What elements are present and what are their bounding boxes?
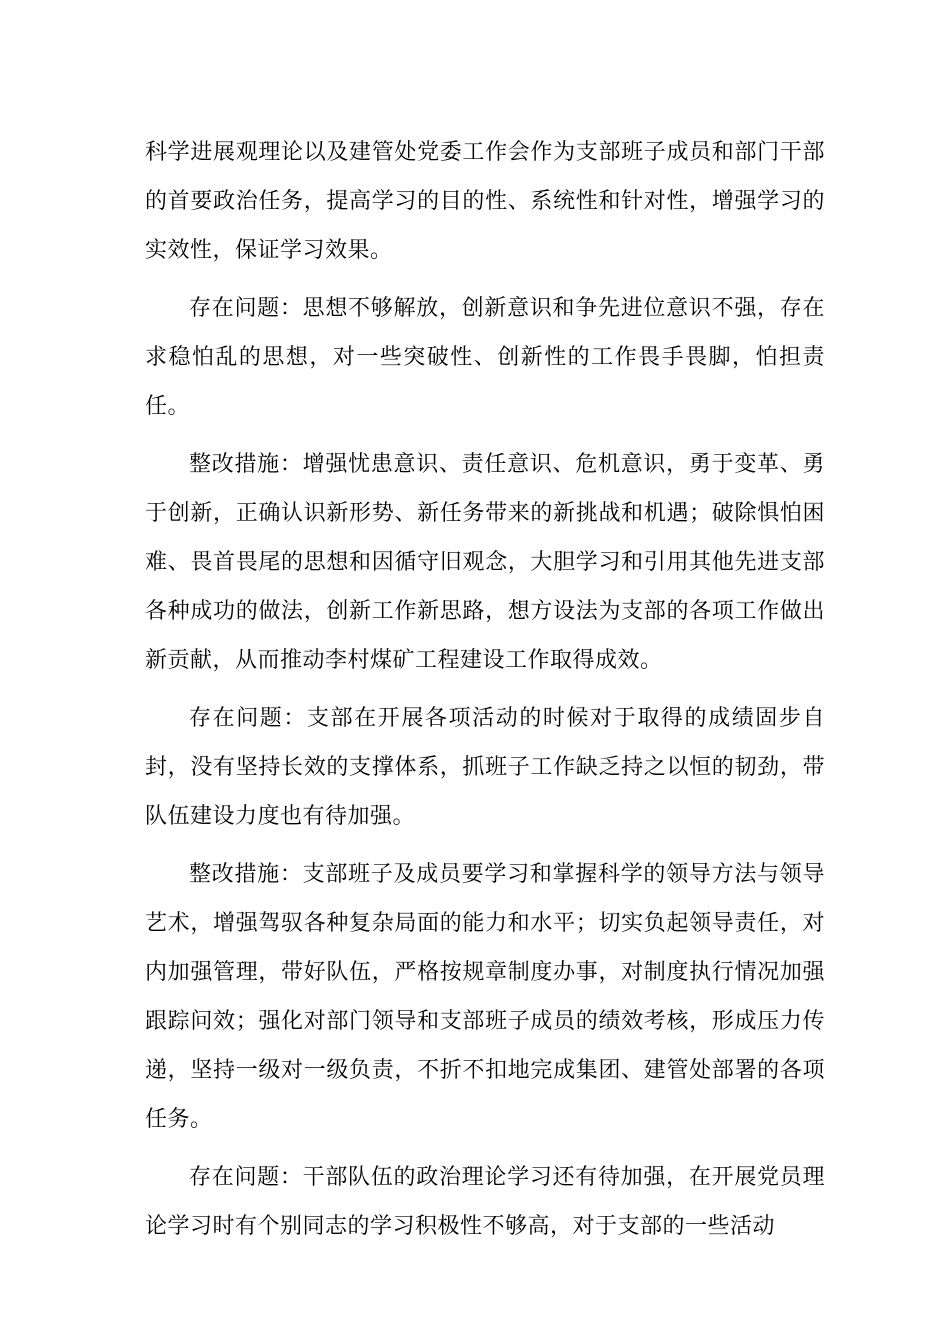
paragraph-4: 存在问题：支部在开展各项活动的时候对于取得的成绩固步自封，没有坚持长效的支撑体系，抓班子工作缺乏持之以恒的韧劲，带队伍建设力度也有待加强。 [145,706,825,829]
paragraph-1: 科学进展观理论以及建管处党委工作会作为支部班子成员和部门干部的首要政治任务，提高学习的目的性、系统性和针对性，增强学习的实效性，保证学习效果。 [145,140,825,263]
paragraph-2: 存在问题：思想不够解放，创新意识和争先进位意识不强，存在求稳怕乱的思想，对一些突破性、创新性的工作畏手畏脚，怕担责任。 [145,296,825,419]
paragraph-5: 整改措施：支部班子及成员要学习和掌握科学的领导方法与领导艺术，增强驾驭各种复杂局面的能力和水平；切实负起领导责任，对内加强管理，带好队伍，严格按规章制度办事，对制度执行情况加强跟踪问效；强化对部门领导和支部班子成员的绩效考核，形成压力传递，坚持一级对一级负责，不折不扣地完成集团、建管处部署的各项任务。 [145,862,825,1132]
paragraph-3: 整改措施：增强忧患意识、责任意识、危机意识，勇于变革、勇于创新，正确认识新形势、新任务带来的新挑战和机遇；破除惧怕困难、畏首畏尾的思想和因循守旧观念，大胆学习和引用其他先进支部各种成功的做法，创新工作新思路，想方设法为支部的各项工作做出新贡献，从而推动李村煤矿工程建设工作取得成效。 [145,452,825,673]
document-body [145,128,825,1251]
paragraph-6: 存在问题：干部队伍的政治理论学习还有待加强，在开展党员理论学习时有个别同志的学习积极性不够高，对于支部的一些活动 [145,1165,825,1239]
